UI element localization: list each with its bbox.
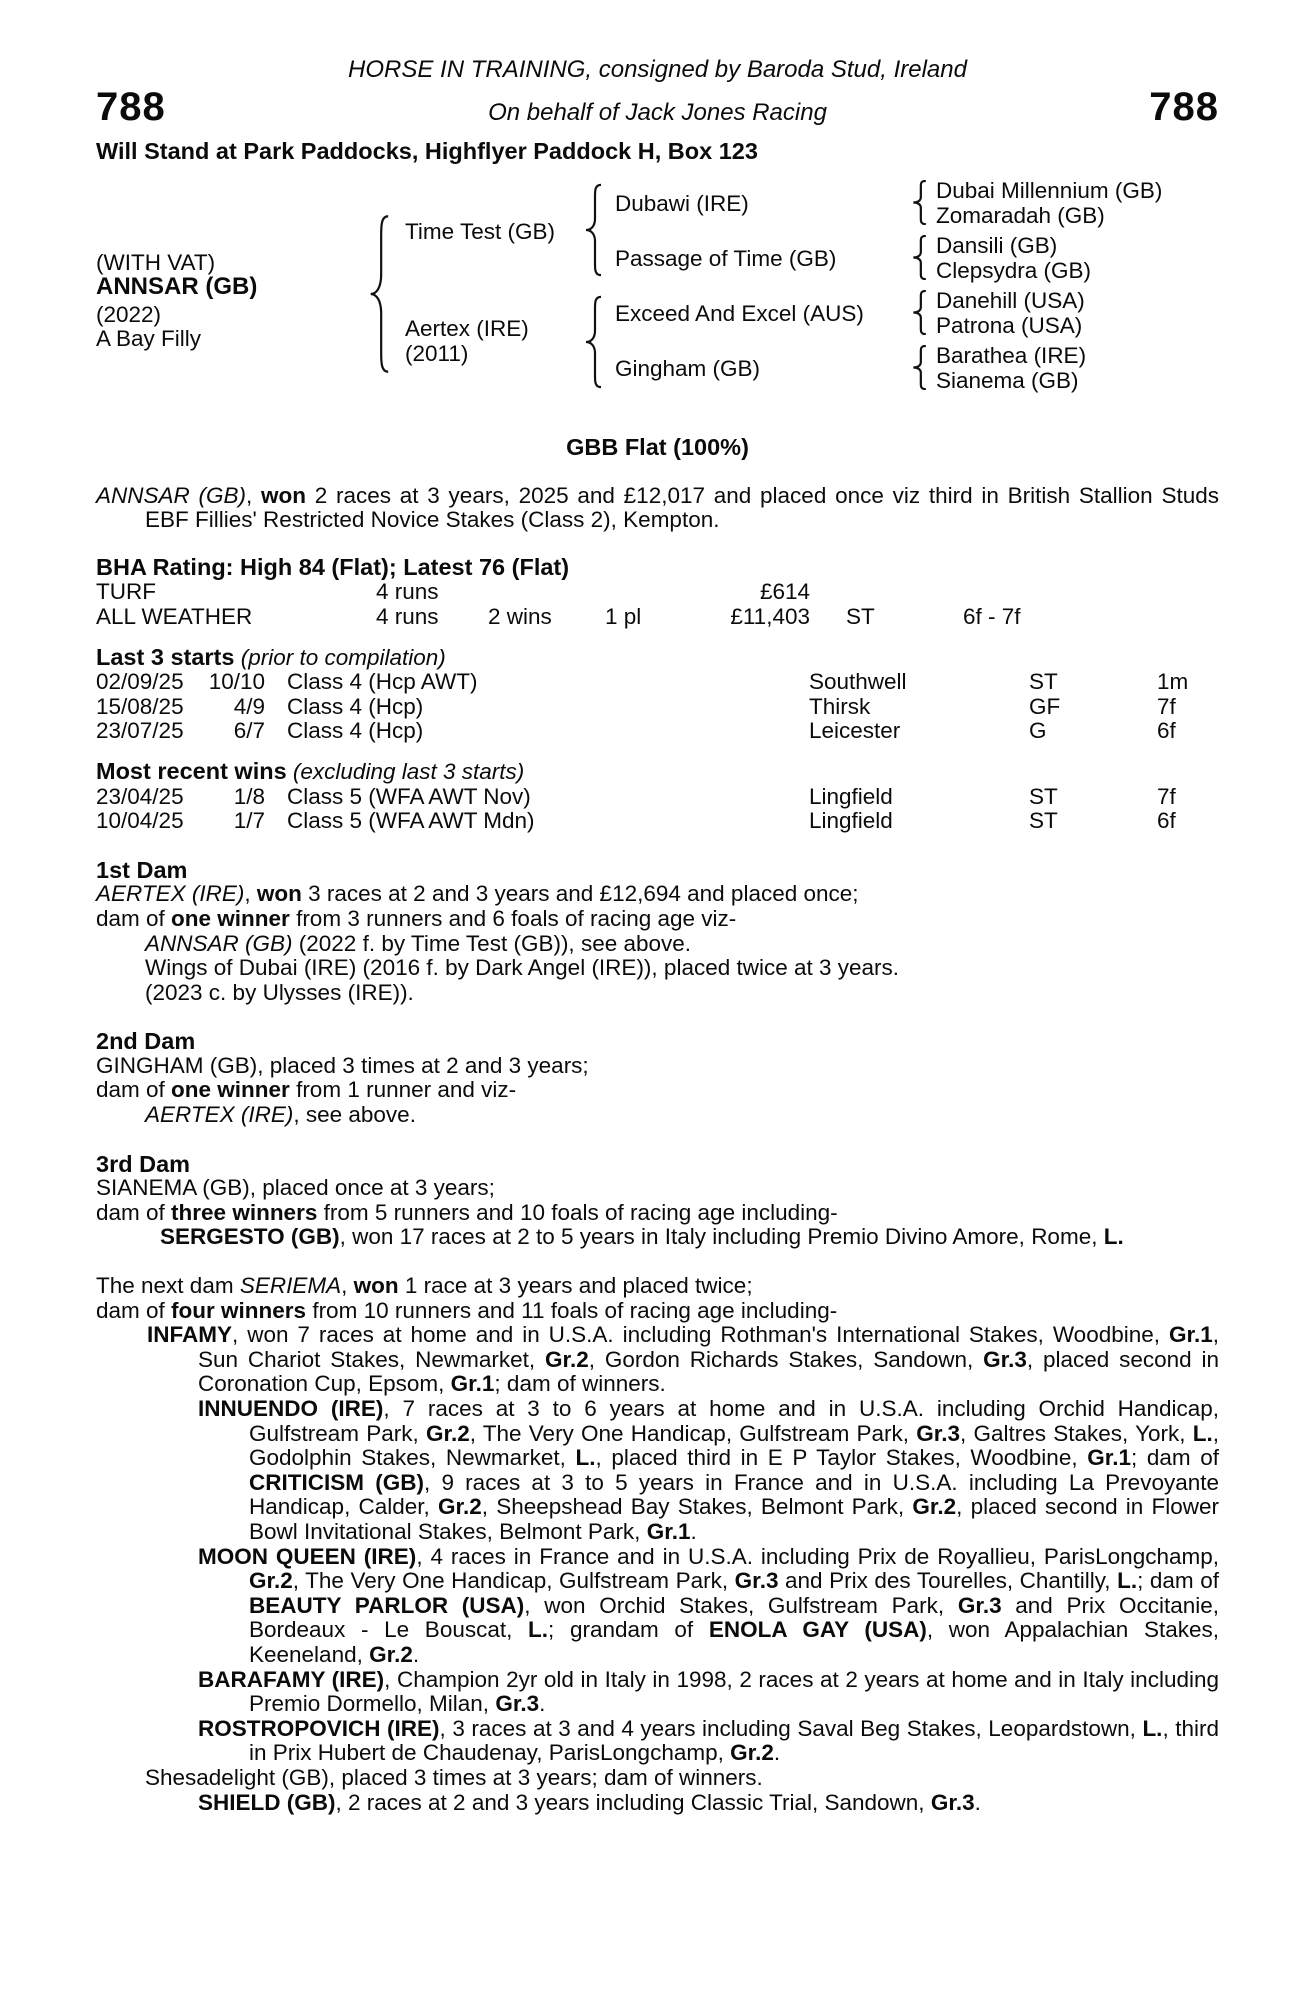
second-dam-record: GINGHAM (GB), placed 3 times at 2 and 3 years;: [96, 1052, 589, 1078]
surface-label: ALL WEATHER: [96, 603, 253, 629]
race-distance: 7f: [1157, 693, 1176, 719]
dam-sire-name: Exceed And Excel (AUS): [615, 301, 864, 327]
most-recent-wins-heading: [96, 759, 1219, 785]
great-grandparent-name: Dubai Millennium (GB): [936, 178, 1163, 204]
race-going: G: [1029, 718, 1047, 744]
section-spacer: [96, 1250, 1219, 1274]
pedigree-brace-outer: [366, 213, 394, 375]
page-content: [96, 58, 1219, 1815]
third-dam-heading: 3rd Dam: [96, 1150, 191, 1177]
race-going: ST: [1029, 783, 1058, 809]
produce-line: SERGESTO (GB), won 17 races at 2 to 5 years in Italy including Premio Divino Amore, Rome, L.: [160, 1224, 1124, 1250]
vat-note: (WITH VAT): [96, 250, 216, 276]
race-date: 10/04/25: [96, 808, 184, 834]
family-paragraph: Shesadelight (GB), placed 3 times at 3 years; dam of winners.: [145, 1764, 763, 1790]
stats-row-all-weather: [96, 605, 1219, 630]
first-dam-produce-intro: dam of one winner from 3 runners and 6 foals of racing age viz-: [96, 905, 737, 931]
dam-year: (2011): [405, 341, 469, 367]
race-course: Leicester: [809, 718, 901, 744]
horse-description: A Bay Filly: [96, 326, 202, 352]
second-dam-produce-intro: dam of one winner from 1 runner and viz-: [96, 1077, 517, 1103]
great-grandparent-name: Barathea (IRE): [936, 343, 1087, 369]
race-row: [96, 695, 1219, 720]
distance-range-value: 6f - 7f: [963, 603, 1021, 629]
race-row: [96, 670, 1219, 695]
race-class: Class 5 (WFA AWT Mdn): [287, 808, 535, 834]
next-dam-record: The next dam SERIEMA, won 1 race at 3 years and placed twice;: [96, 1273, 753, 1299]
race-class: Class 4 (Hcp AWT): [287, 669, 478, 695]
earnings-value: £614: [759, 578, 810, 604]
great-grandparent-name: Patrona (USA): [936, 313, 1083, 339]
race-position: 10/10: [208, 669, 265, 695]
family-paragraph: INFAMY, won 7 races at home and in U.S.A. including Rothman's International Stakes, Woodbine, Gr.1, Sun Chariot Stakes, Newmarket, Gr.2, Gordon Richards Stakes, Sandown, Gr.3, placed second in Coronation Cup, Epsom, Gr.1; dam of winners.: [147, 1322, 1220, 1397]
last-3-starts-heading: [96, 645, 1219, 671]
consignment-line: HORSE IN TRAINING, consigned by Baroda Stud, Ireland: [348, 56, 967, 83]
race-course: Lingfield: [809, 783, 893, 809]
pedigree-brace-dam: [582, 295, 606, 389]
last-3-starts-note: (prior to compilation): [234, 644, 446, 670]
great-grandparent-name: Sianema (GB): [936, 368, 1079, 394]
pedigree-brace-gg4: [910, 345, 930, 390]
horse-name: ANNSAR (GB): [96, 273, 258, 301]
race-date: 23/04/25: [96, 783, 184, 809]
race-row: [96, 785, 1219, 810]
produce-line: (2023 c. by Ulysses (IRE)).: [145, 979, 414, 1005]
race-position: 1/8: [233, 783, 265, 809]
race-going: GF: [1029, 693, 1061, 719]
second-dam-heading: 2nd Dam: [96, 1028, 196, 1055]
race-class: Class 5 (WFA AWT Nov): [287, 783, 531, 809]
third-dam-produce-intro: dam of three winners from 5 runners and 10 foals of racing age including-: [96, 1199, 838, 1225]
third-dam-record: SIANEMA (GB), placed once at 3 years;: [96, 1175, 495, 1201]
race-class: Class 4 (Hcp): [287, 718, 424, 744]
next-dam-produce-intro: dam of four winners from 10 runners and 11 foals of racing age including-: [96, 1297, 838, 1323]
pedigree-table: [96, 179, 1219, 411]
dam-name: Aertex (IRE): [405, 316, 529, 342]
on-behalf-line: On behalf of Jack Jones Racing: [488, 98, 827, 126]
race-summary-paragraph: ANNSAR (GB), won 2 races at 3 years, 2025 and £12,017 and placed once viz third in British Stallion Studs EBF Fillies' Restricted Novice Stakes (Class 2), Kempton.: [96, 482, 1219, 533]
great-grandparent-name: Zomaradah (GB): [936, 203, 1105, 229]
going-value: ST: [846, 603, 875, 629]
most-recent-wins-title: Most recent wins: [96, 757, 287, 784]
most-recent-wins-note: (excluding last 3 starts): [286, 758, 525, 784]
bha-rating-line: BHA Rating: High 84 (Flat); Latest 76 (Flat): [96, 553, 570, 580]
produce-line: ANNSAR (GB) (2022 f. by Time Test (GB)), see above.: [145, 930, 692, 956]
race-going: ST: [1029, 669, 1058, 695]
earnings-value: £11,403: [730, 603, 810, 629]
race-date: 23/07/25: [96, 718, 184, 744]
race-distance: 6f: [1157, 718, 1176, 744]
race-course: Lingfield: [809, 808, 893, 834]
lot-number-right: 788: [1149, 84, 1219, 129]
family-paragraph: MOON QUEEN (IRE), 4 races in France and in U.S.A. including Prix de Royallieu, ParisLongchamp, Gr.2, The Very One Handicap, Gulfstream Park, Gr.3 and Prix des Tourelles, Chantilly, L.; dam of BEAUTY PARLOR (USA), won Orchid Stakes, Gulfstream Park, Gr.3 and Prix Occitanie, Bordeaux - Le Bouscat, L.; grandam of ENOLA GAY (USA), won Appalachian Stakes, Keeneland, Gr.2.: [198, 1543, 1219, 1667]
race-course: Southwell: [809, 669, 907, 695]
race-date: 02/09/25: [96, 669, 184, 695]
family-paragraph: ROSTROPOVICH (IRE), 3 races at 3 and 4 years including Saval Beg Stakes, Leopardstown, L., third in Prix Hubert de Chaudenay, ParisLongchamp, Gr.2.: [198, 1715, 1219, 1766]
pedigree-brace-gg1: [910, 180, 930, 225]
race-position: 4/9: [233, 693, 265, 719]
pedigree-brace-sire: [582, 183, 606, 277]
race-course: Thirsk: [809, 693, 871, 719]
sire-sire-name: Dubawi (IRE): [615, 191, 749, 217]
race-date: 15/08/25: [96, 693, 184, 719]
race-position: 1/7: [233, 808, 265, 834]
great-grandparent-name: Dansili (GB): [936, 233, 1058, 259]
last-3-starts-title: Last 3 starts: [96, 643, 235, 670]
family-paragraph: BARAFAMY (IRE), Champion 2yr old in Italy in 1998, 2 races at 2 years at home and in Italy including Premio Dormello, Milan, Gr.3.: [198, 1666, 1219, 1717]
race-distance: 7f: [1157, 783, 1176, 809]
great-grandparent-name: Danehill (USA): [936, 288, 1085, 314]
race-distance: 6f: [1157, 808, 1176, 834]
runs-value: 4 runs: [376, 603, 439, 629]
produce-line: AERTEX (IRE), see above.: [145, 1102, 416, 1128]
race-position: 6/7: [233, 718, 265, 744]
race-going: ST: [1029, 808, 1058, 834]
produce-line: Wings of Dubai (IRE) (2016 f. by Dark Angel (IRE)), placed twice at 3 years.: [145, 955, 900, 981]
pedigree-brace-gg3: [910, 290, 930, 335]
great-grandparent-name: Clepsydra (GB): [936, 258, 1092, 284]
family-paragraph: INNUENDO (IRE), 7 races at 3 to 6 years at home and in U.S.A. including Orchid Handicap, Gulfstream Park, Gr.2, The Very One Handicap, Gulfstream Park, Gr.3, Galtres Stakes, York, L., Godolphin Stakes, Newmarket, L., placed third in E P Taylor Stakes, Woodbine, Gr.1; dam of CRITICISM (GB), 9 races at 3 to 5 years in France and in U.S.A. including La Prevoyante Handicap, Calder, Gr.2, Sheepshead Bay Stakes, Belmont Park, Gr.2, placed second in Flower Bowl Invitational Stakes, Belmont Park, Gr.1.: [198, 1396, 1220, 1544]
gbb-scheme-line: GBB Flat (100%): [566, 434, 749, 461]
lot-header-row: [96, 84, 1219, 129]
sire-name: Time Test (GB): [405, 219, 556, 245]
horse-year: (2022): [96, 302, 162, 328]
places-value: 1 pl: [605, 603, 642, 629]
lot-number-left: 788: [96, 84, 166, 129]
stand-location: Will Stand at Park Paddocks, Highflyer Paddock H, Box 123: [96, 137, 758, 164]
dam-dam-name: Gingham (GB): [615, 356, 761, 382]
sire-dam-name: Passage of Time (GB): [615, 246, 837, 272]
surface-label: TURF: [96, 578, 156, 604]
family-paragraph: SHIELD (GB), 2 races at 2 and 3 years including Classic Trial, Sandown, Gr.3.: [198, 1789, 981, 1815]
first-dam-record: AERTEX (IRE), won 3 races at 2 and 3 years and £12,694 and placed once;: [96, 881, 859, 907]
race-row: [96, 809, 1219, 834]
stats-row-turf: [96, 580, 1219, 605]
first-dam-heading: 1st Dam: [96, 856, 188, 883]
pedigree-brace-gg2: [910, 235, 930, 280]
race-class: Class 4 (Hcp): [287, 693, 424, 719]
wins-value: 2 wins: [488, 603, 552, 629]
runs-value: 4 runs: [376, 578, 439, 604]
race-distance: 1m: [1157, 669, 1189, 695]
race-row: [96, 719, 1219, 744]
